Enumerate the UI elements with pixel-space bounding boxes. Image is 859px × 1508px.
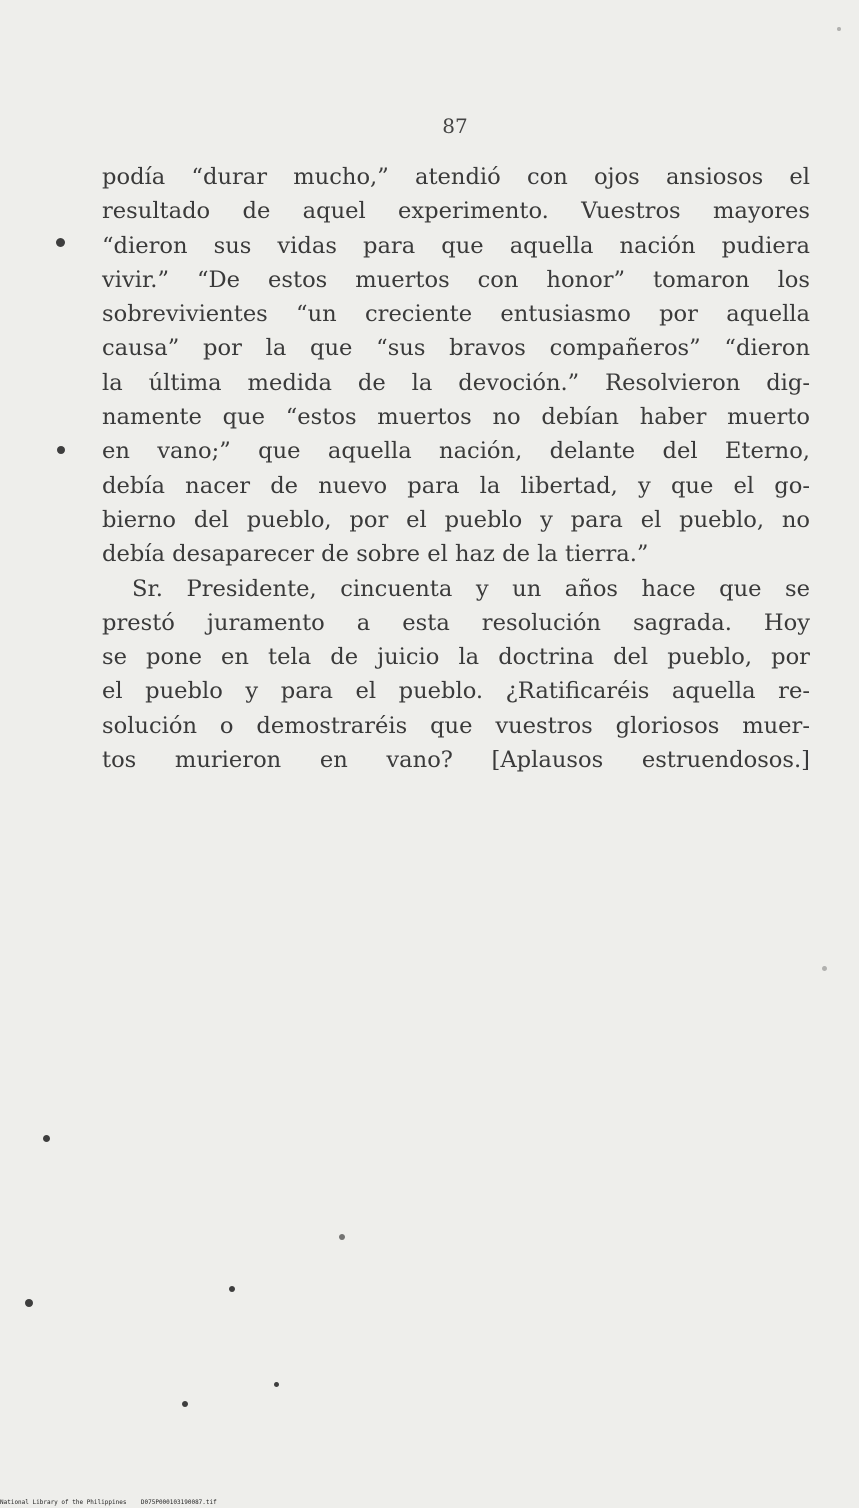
text-line: Sr. Presidente, cincuenta y un años hace que se bbox=[132, 575, 810, 602]
text-line: bierno del pueblo, por el pueblo y para el pueblo, no bbox=[102, 506, 810, 533]
text-line: sobrevivientes “un creciente entusiasmo por aquella bbox=[102, 301, 810, 328]
scan-speck bbox=[57, 446, 65, 454]
scan-speck bbox=[25, 1299, 33, 1307]
scan-speck bbox=[182, 1401, 188, 1407]
text-line: solución o demostraréis que vuestros gloriosos muer- bbox=[102, 712, 810, 739]
page-number: 87 bbox=[442, 114, 468, 138]
scan-speck bbox=[339, 1234, 345, 1240]
scan-speck bbox=[56, 238, 65, 247]
text-line: el pueblo y para el pueblo. ¿Ratificaréis aquella re- bbox=[102, 678, 810, 705]
text-line: podía “durar mucho,” atendió con ojos ansiosos el bbox=[102, 164, 810, 190]
text-line: namente que “estos muertos no debían haber muerto bbox=[102, 404, 810, 431]
paragraph bbox=[102, 572, 810, 778]
text-line: en vano;” que aquella nación, delante del Eterno, bbox=[102, 438, 810, 465]
text-line: prestó juramento a esta resolución sagrada. Hoy bbox=[102, 609, 810, 636]
scan-speck bbox=[43, 1135, 50, 1142]
text-line: “dieron sus vidas para que aquella nación pudiera bbox=[102, 232, 810, 259]
text-line: vivir.” “De estos muertos con honor” tomaron los bbox=[102, 266, 810, 293]
text-line: causa” por la que “sus bravos compañeros” “dieron bbox=[102, 335, 810, 362]
text-line: resultado de aquel experimento. Vuestros mayores bbox=[102, 198, 810, 225]
scan-speck bbox=[229, 1286, 235, 1292]
paragraph bbox=[102, 160, 810, 572]
scan-speck bbox=[837, 27, 841, 31]
text-line: se pone en tela de juicio la doctrina del pueblo, por bbox=[102, 644, 810, 671]
text-line: debía nacer de nuevo para la libertad, y que el go- bbox=[102, 472, 810, 499]
text-line: tos murieron en vano? [Aplausos estruendosos.] bbox=[102, 747, 810, 774]
scan-footer: National Library of the Philippines D075P000103190087.tif bbox=[0, 1499, 217, 1506]
text-line: la última medida de la devoción.” Resolvieron dig- bbox=[102, 369, 810, 396]
scan-speck bbox=[274, 1382, 279, 1387]
body-text bbox=[102, 160, 810, 777]
text-line: debía desaparecer de sobre el haz de la tierra.” bbox=[102, 541, 649, 568]
scan-speck bbox=[822, 966, 827, 971]
